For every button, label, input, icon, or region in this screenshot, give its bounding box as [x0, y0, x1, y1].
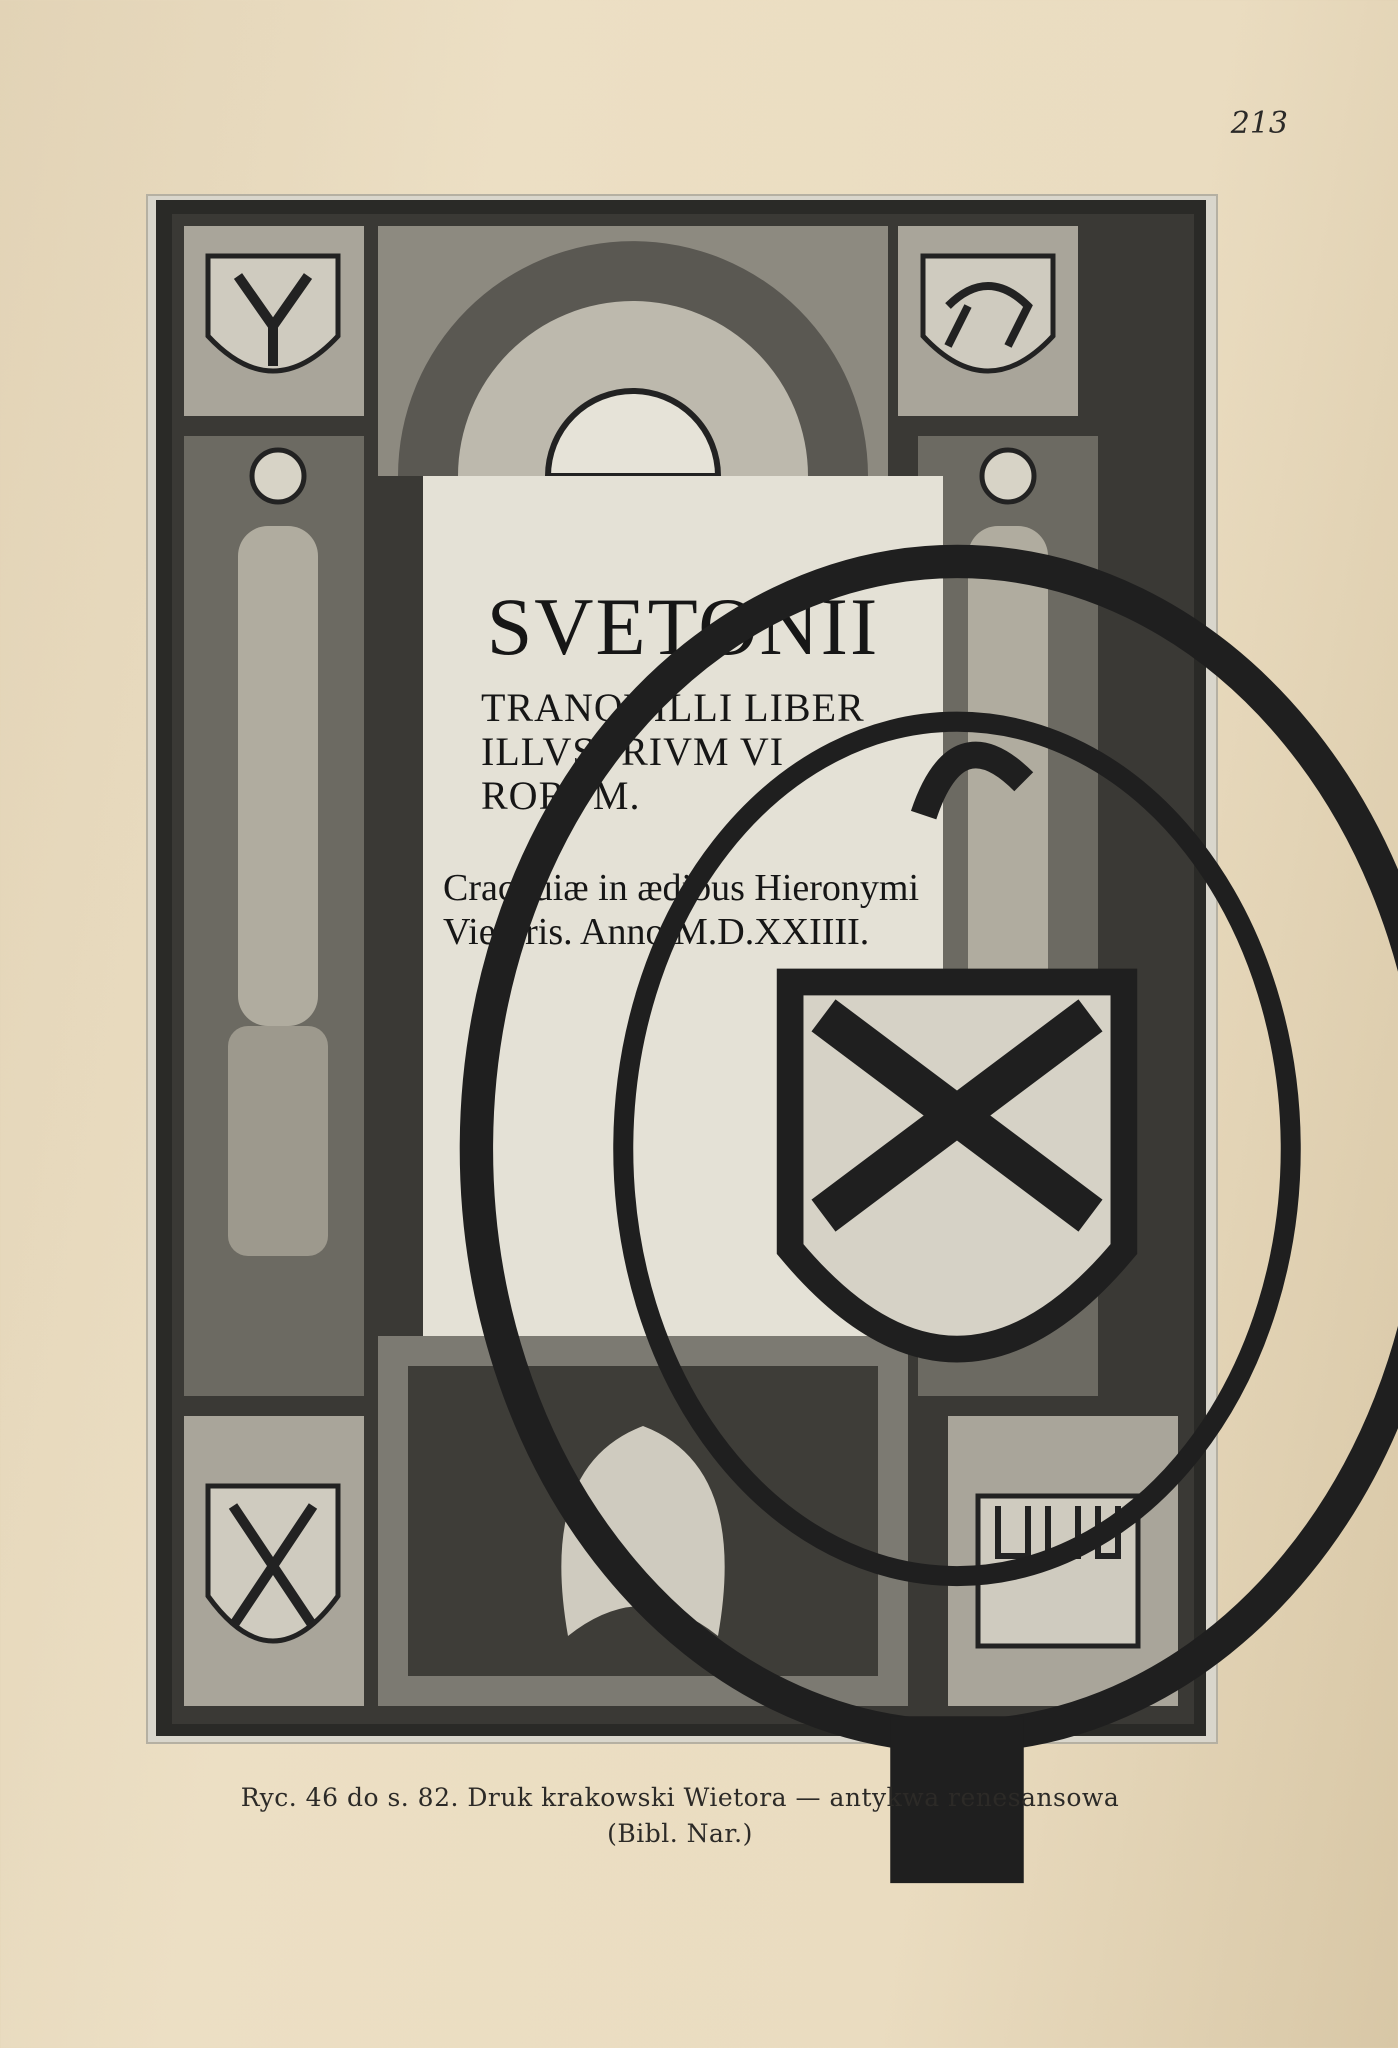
title-main: SVETONII [486, 581, 880, 672]
imprint-line-2: Vietoris. Anno M.D.XXIIII. [443, 911, 870, 953]
coat-of-arms-rider [898, 226, 1078, 416]
title-line-2: ILLVSTRIVM VI [481, 729, 785, 774]
figure-caption [160, 1780, 1200, 1852]
caption-line-1: Ryc. 46 do s. 82. Druk krakowski Wietora — antykwa renesansowa [240, 1783, 1120, 1812]
title-line-1: TRANQVILLI LIBER [481, 685, 865, 730]
title-page-plate [148, 196, 1216, 1742]
title-text-block [423, 476, 943, 1316]
page-number: 213 [1230, 106, 1288, 141]
caption-line-2: (Bibl. Nar.) [607, 1819, 753, 1848]
imprint-line-1: Cracouiæ in ædibus Hieronymi [443, 867, 920, 909]
left-column-ornament [184, 436, 364, 1396]
arch-ornament [378, 226, 888, 476]
title-line-3: RORVM. [481, 773, 641, 818]
coat-of-arms-crossed-keys [184, 1416, 364, 1706]
coat-of-arms-eagle [184, 226, 364, 416]
